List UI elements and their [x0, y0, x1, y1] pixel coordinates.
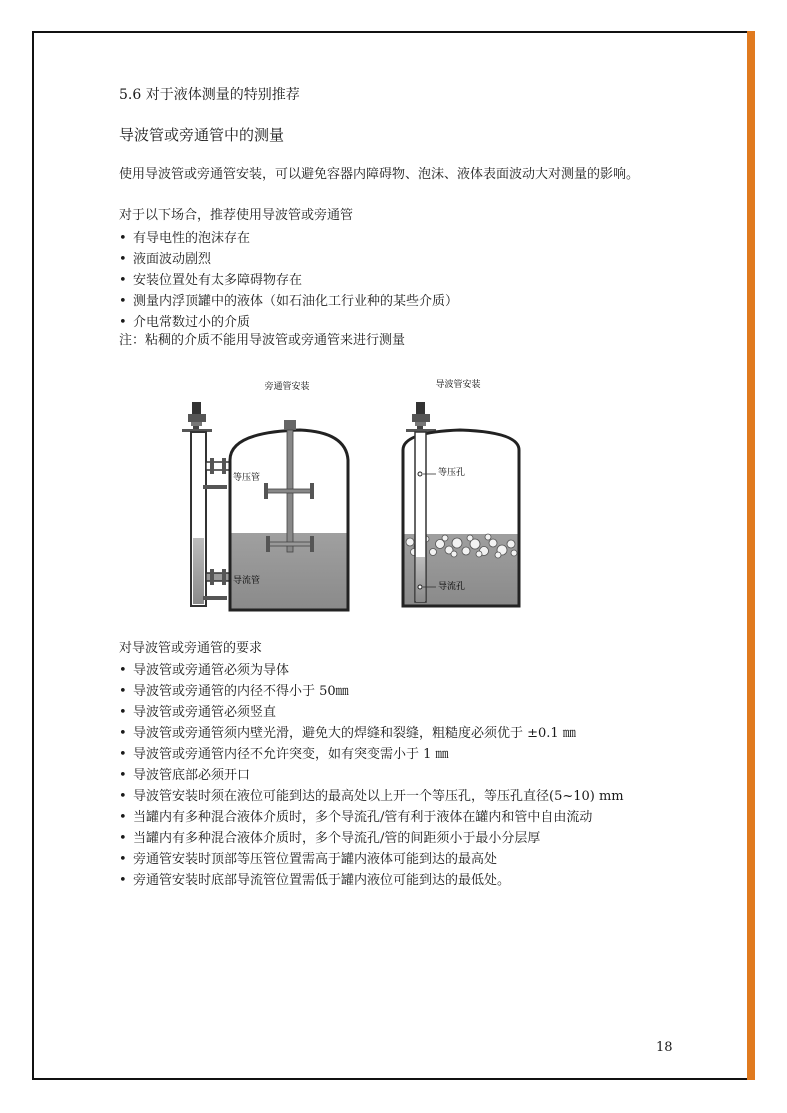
- list-item: • 导波管或旁通管的内径不得小于 50㎜: [119, 681, 624, 702]
- list-item: • 导波管或旁通管内径不允许突变，如有突变需小于 1 ㎜: [119, 744, 624, 765]
- list-item: • 测量内浮顶罐中的液体（如石油化工行业种的某些介质）: [119, 291, 458, 312]
- requirements-heading: 对导波管或旁通管的要求: [119, 641, 263, 656]
- list-item: • 介电常数过小的介质: [119, 312, 458, 333]
- list-item: • 旁通管安装时底部导流管位置需低于罐内液位可能到达的最低处。: [119, 870, 624, 891]
- list-item: • 导波管底部必须开口: [119, 765, 624, 786]
- side-accent-bar: [747, 31, 755, 1080]
- list-item: • 有导电性的泡沫存在: [119, 228, 458, 249]
- intro-paragraph: 使用导波管或旁通管安装，可以避免容器内障碍物、泡沫、液体表面波动大对测量的影响。: [119, 167, 640, 182]
- list-item: • 导波管或旁通管须内壁光滑，避免大的焊缝和裂缝，粗糙度必须优于 ±0.1 ㎜: [119, 723, 624, 744]
- section-title: 5.6 对于液体测量的特别推荐: [119, 87, 300, 103]
- stilling-label-bottom: 导流孔: [438, 582, 466, 592]
- list-item: • 当罐内有多种混合液体介质时，多个导流孔/管的间距须小于最小分层厚: [119, 828, 624, 849]
- bypass-title: 旁通管安装: [264, 382, 310, 392]
- note: 注：粘稠的介质不能用导波管或旁通管来进行测量: [119, 333, 406, 348]
- recommend-heading: 对于以下场合，推荐使用导波管或旁通管: [119, 208, 354, 223]
- list-item: • 导波管或旁通管必须为导体: [119, 660, 624, 681]
- list-item: • 导波管安装时须在液位可能到达的最高处以上开一个等压孔，等压孔直径(5~10) mm: [119, 786, 624, 807]
- stilling-title: 导波管安装: [435, 380, 481, 390]
- bypass-pipe: [191, 432, 230, 606]
- bypass-label-bottom: 导流管: [233, 576, 261, 586]
- stilling-well-pipe: [415, 432, 426, 602]
- list-item: • 液面波动剧烈: [119, 249, 458, 270]
- recommend-list: [119, 228, 458, 333]
- stilling-label-top: 等压孔: [438, 468, 466, 478]
- requirements-list: [119, 660, 624, 891]
- subsection-title: 导波管或旁通管中的测量: [119, 126, 285, 144]
- list-item: • 导波管或旁通管必须竖直: [119, 702, 624, 723]
- page-number: 18: [656, 1040, 673, 1055]
- list-item: • 旁通管安装时顶部等压管位置需高于罐内液体可能到达的最高处: [119, 849, 624, 870]
- bypass-label-top: 等压管: [233, 473, 261, 483]
- list-item: • 当罐内有多种混合液体介质时，多个导流孔/管有利于液体在罐内和管中自由流动: [119, 807, 624, 828]
- list-item: • 安装位置处有太多障碍物存在: [119, 270, 458, 291]
- installation-diagram: [170, 376, 540, 612]
